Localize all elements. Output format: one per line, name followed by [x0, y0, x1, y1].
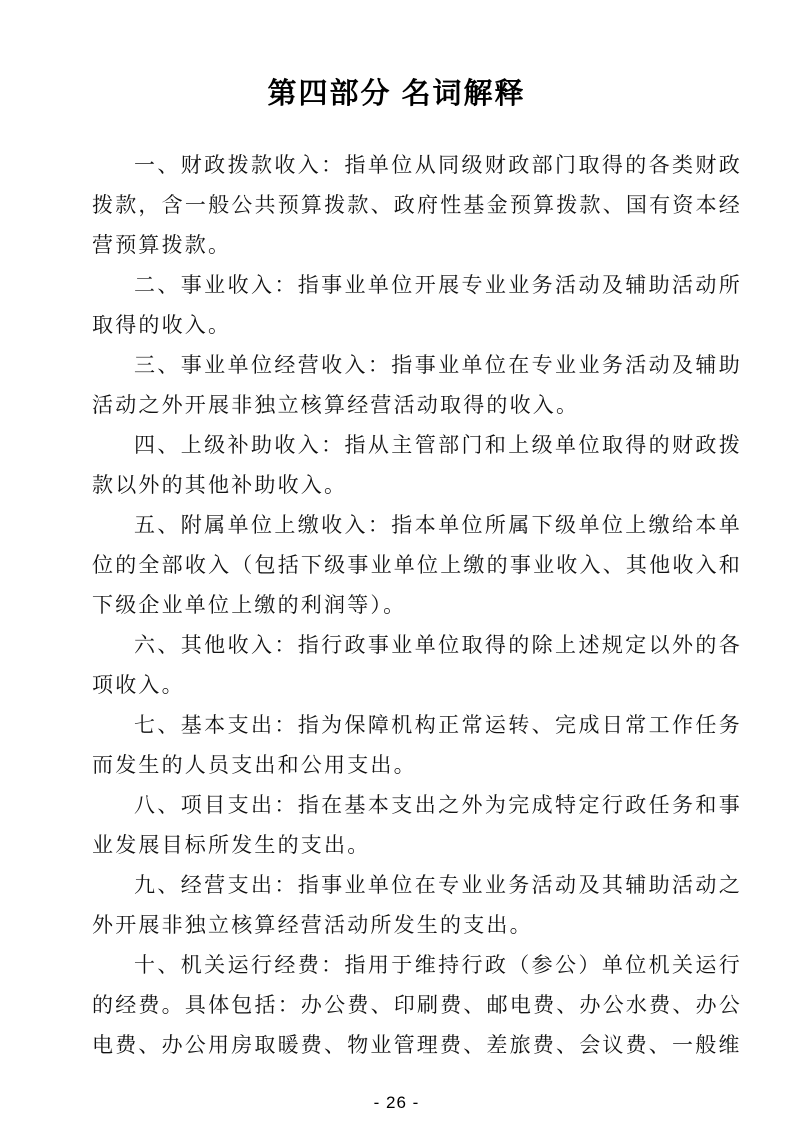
glossary-paragraph-9: 九、经营支出：指事业单位在专业业务活动及其辅助活动之外开展非独立核算经营活动所发生的支出。	[92, 873, 742, 937]
glossary-paragraph-7: 七、基本支出：指为保障机构正常运转、完成日常工作任务而发生的人员支出和公用支出。	[92, 713, 742, 777]
glossary-paragraph-2: 二、事业收入：指事业单位开展专业业务活动及辅助活动所取得的收入。	[92, 273, 742, 337]
glossary-paragraph-10: 十、机关运行经费：指用于维持行政（参公）单位机关运行的经费。具体包括：办公费、印刷费、邮电费、办公水费、办公电费、办公用房取暖费、物业管理费、差旅费、会议费、一般维	[92, 953, 742, 1057]
page-title: 第四部分 名词解释	[267, 78, 526, 110]
glossary-paragraph-5: 五、附属单位上缴收入：指本单位所属下级单位上缴给本单位的全部收入（包括下级事业单位上缴的事业收入、其他收入和下级企业单位上缴的利润等）。	[92, 513, 742, 617]
glossary-paragraph-8: 八、项目支出：指在基本支出之外为完成特定行政任务和事业发展目标所发生的支出。	[92, 793, 742, 857]
glossary-paragraph-6: 六、其他收入：指行政事业单位取得的除上述规定以外的各项收入。	[92, 633, 742, 697]
glossary-paragraph-1: 一、财政拨款收入：指单位从同级财政部门取得的各类财政拨款，含一般公共预算拨款、政府性基金预算拨款、国有资本经营预算拨款。	[92, 153, 742, 257]
page-number: - 26 -	[373, 1093, 420, 1112]
document-body	[92, 145, 742, 1065]
glossary-paragraph-3: 三、事业单位经营收入：指事业单位在专业业务活动及辅助活动之外开展非独立核算经营活动取得的收入。	[92, 353, 742, 417]
glossary-paragraph-4: 四、上级补助收入：指从主管部门和上级单位取得的财政拨款以外的其他补助收入。	[92, 433, 742, 497]
